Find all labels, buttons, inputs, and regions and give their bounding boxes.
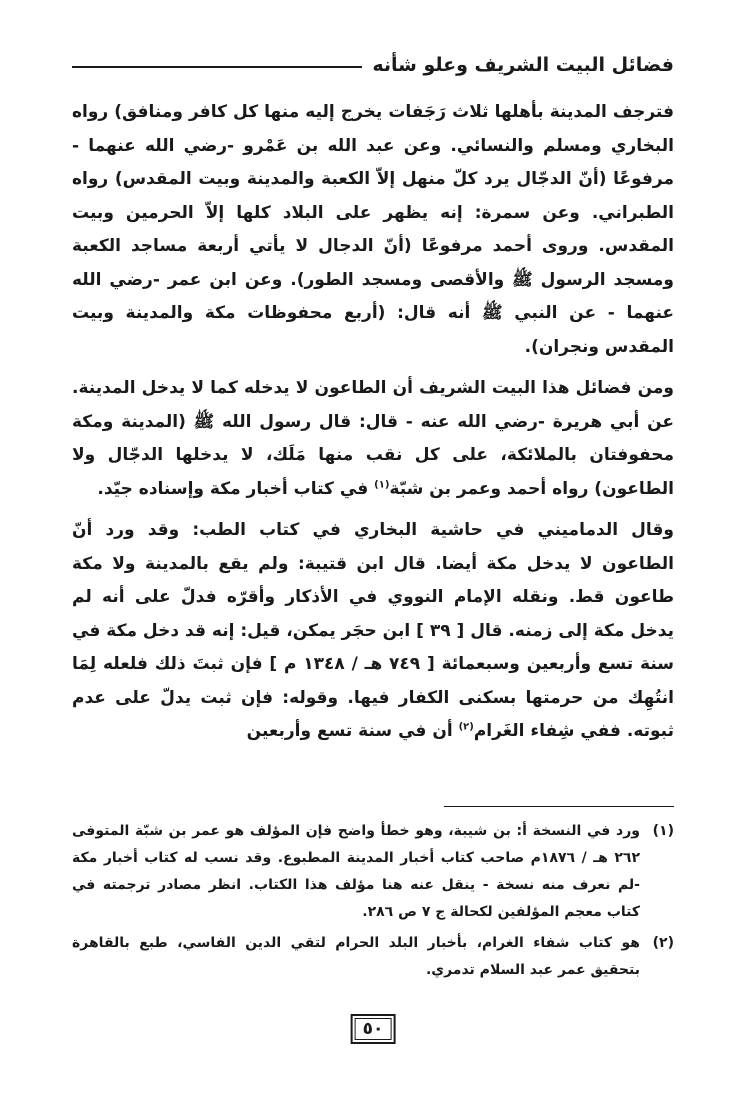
paragraph-1 xyxy=(72,96,674,364)
footnote-text: ورد في النسخة أ: بن شيبة، وهو خطأ واضح فإن المؤلف هو عمر بن شبّة المتوفى ٢٦٢ هـ / ١٨٧٦م صاحب كتاب أخبار المدينة المطبوع. وقد نسب له كتاب أخبار مكة -لم نعرف منه نسخة - ينقل عنه هنا مؤلف هذا الكتاب. انظر مصادر ترجمته في كتاب معجم المؤلفين لكحالة ج ٧ ص ٢٨٦. xyxy=(72,823,640,920)
header-rule xyxy=(72,66,362,68)
footnote-text: هو كتاب شفاء الغرام، بأخبار البلد الحرام لتقي الدين الفاسي، طبع بالقاهرة بتحقيق عمر عبد السلام تدمري. xyxy=(72,935,640,978)
footnote-2 xyxy=(72,930,674,984)
body-text xyxy=(72,96,674,757)
paragraph-text: فترجف المدينة بأهلها ثلاث رَجَفات يخرج إليه منها كل كافر ومنافق) رواه البخاري ومسلم والنسائي. وعن عبد الله بن عَمْرو -رضي الله عنهما - مرفوعًا (أنّ الدجّال يرد كلّ منهل إلاّ الكعبة والمدينة وبيت المقدس) رواه الطبراني. وعن سمرة: إنه يظهر على البلاد كلها إلاّ الحرمين وبيت المقدس. وروى أحمد مرفوعًا (أنّ الدجال لا يأتي أربعة مساجد الكعبة ومسجد الرسول ﷺ والأقصى ومسجد الطور). وعن ابن عمر -رضي الله عنهما - عن النبي ﷺ أنه قال: (أربع محفوظات مكة والمدينة وبيت المقدس ونجران). xyxy=(72,102,674,357)
page-number-box xyxy=(351,1014,396,1044)
paragraph-text-tail: في كتاب أخبار مكة وإسناده جيّد. xyxy=(97,478,375,499)
paragraph-2 xyxy=(72,372,674,506)
paragraph-3 xyxy=(72,514,674,749)
footnote-number: (١) xyxy=(652,823,674,839)
footnotes xyxy=(72,818,674,988)
footnote-separator xyxy=(444,806,674,807)
page-number: ٥٠ xyxy=(362,1019,384,1039)
footnote-marker-2: (٢) xyxy=(458,721,474,733)
running-header xyxy=(72,50,674,80)
paragraph-text: ومن فضائل هذا البيت الشريف أن الطاعون لا يدخله كما لا يدخل المدينة. عن أبي هريرة -رضي الله عنه - قال: قال رسول الله ﷺ (المدينة ومكة محفوفتان بالملائكة، على كل نقب منها مَلَك، لا يدخلها الدجّال ولا الطاعون) رواه أحمد وعمر بن شبّة xyxy=(72,378,674,499)
footnote-number: (٢) xyxy=(652,935,674,951)
footnote-1 xyxy=(72,818,674,926)
paragraph-text: وقال الدماميني في حاشية البخاري في كتاب الطب: وقد ورد أنّ الطاعون لا يدخل مكة أيضا. قال ابن قتيبة: ولم يقع بالمدينة ولا مكة طاعون قط. ونقله الإمام النووي في الأذكار وأقرّه فدلّ على أنه لم يدخل مكة إلى زمنه. قال [ ٣٩ ] ابن حجَر يمكن، قيل: إنه قد دخل مكة في سنة تسع وأربعين وسبعمائة [ ٧٤٩ هـ / ١٣٤٨ م ] فإن ثبتَ ذلك فلعله لِمَا انتُهِك من حرمتها بسكنى الكفار فيها. وقوله: فإن ثبت يدلّ على عدم ثبوته. ففي شِفاء الغَرام xyxy=(72,520,674,741)
paragraph-text-tail: أن في سنة تسع وأربعين xyxy=(246,721,459,741)
running-header-title: فضائل البيت الشريف وعلو شأنه xyxy=(372,54,674,76)
footnote-marker-1: (١) xyxy=(374,478,390,490)
